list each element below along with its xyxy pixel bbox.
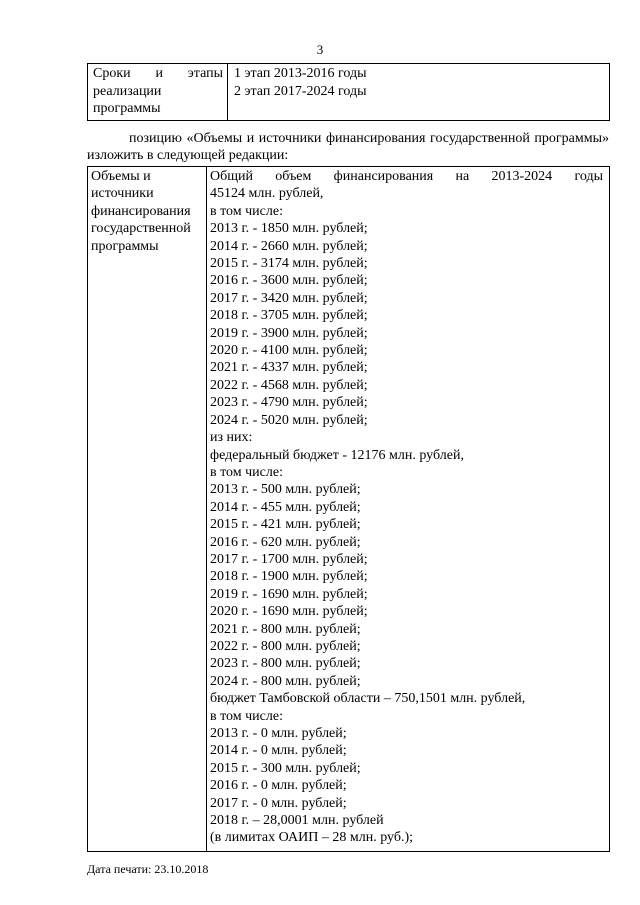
funding-line: в том числе: — [210, 464, 283, 480]
funding-line: 2024 г. - 5020 млн. рублей; — [210, 412, 368, 428]
stages-value-cell — [228, 64, 610, 121]
funding-line: 2014 г. - 455 млн. рублей; — [210, 499, 361, 515]
stages-row — [88, 64, 610, 121]
funding-line: 2018 г. – 28,0001 млн. рублей — [210, 813, 384, 829]
funding-value-cell — [207, 167, 610, 852]
funding-line: 2014 г. - 0 млн. рублей; — [210, 743, 347, 759]
funding-line: 2020 г. - 4100 млн. рублей; — [210, 343, 368, 359]
funding-line: 2022 г. - 800 млн. рублей; — [210, 638, 361, 654]
funding-line: 2015 г. - 421 млн. рублей; — [210, 517, 361, 533]
funding-label: Объемы и источники финансирования государственной программы — [91, 169, 191, 254]
funding-line: 2013 г. - 500 млн. рублей; — [210, 482, 361, 498]
print-date-footer: Дата печати: 23.10.2018 — [87, 862, 209, 876]
stages-table — [87, 63, 610, 121]
funding-line: 2024 г. - 800 млн. рублей; — [210, 673, 361, 689]
funding-line: 2017 г. - 0 млн. рублей; — [210, 795, 347, 811]
funding-line: 2019 г. - 1690 млн. рублей; — [210, 586, 368, 602]
funding-line: 2023 г. - 4790 млн. рублей; — [210, 395, 368, 411]
funding-line: в том числе: — [210, 203, 283, 219]
funding-line: 2016 г. - 620 млн. рублей; — [210, 534, 361, 550]
stages-label: Сроки и этапы реализации программы — [93, 66, 223, 116]
funding-line: 2019 г. - 3900 млн. рублей; — [210, 325, 368, 341]
funding-line: 2015 г. - 3174 млн. рублей; — [210, 256, 368, 272]
funding-line: 2017 г. - 1700 млн. рублей; — [210, 551, 368, 567]
funding-line: 2016 г. - 0 млн. рублей; — [210, 778, 347, 794]
funding-line: 2022 г. - 4568 млн. рублей; — [210, 377, 368, 393]
intro-paragraph: позицию «Объемы и источники финансирования государственной программы» изложить в следующей редакции: — [87, 131, 609, 163]
funding-line: федеральный бюджет - 12176 млн. рублей, — [210, 447, 464, 463]
funding-line: 2021 г. - 4337 млн. рублей; — [210, 360, 368, 376]
funding-line: 2014 г. - 2660 млн. рублей; — [210, 238, 368, 254]
funding-label-cell — [88, 167, 207, 852]
funding-line: 2013 г. - 0 млн. рублей; — [210, 726, 347, 741]
stages-label-cell — [88, 64, 228, 121]
funding-row — [88, 167, 610, 852]
funding-line: (в лимитах ОАИП – 28 млн. руб.); — [210, 830, 413, 846]
stage-2: 2 этап 2017-2024 годы — [234, 83, 367, 99]
funding-line: 2015 г. - 300 млн. рублей; — [210, 760, 361, 776]
stage-1: 1 этап 2013-2016 годы — [234, 66, 367, 81]
funding-line: в том числе: — [210, 708, 283, 724]
funding-line: 2017 г. - 3420 млн. рублей; — [210, 290, 368, 306]
funding-line: 2021 г. - 800 млн. рублей; — [210, 621, 361, 637]
funding-line: 2018 г. - 3705 млн. рублей; — [210, 308, 368, 324]
funding-line: Общий объем финансирования на 2013-2024 годы — [210, 169, 603, 184]
funding-table — [87, 166, 610, 852]
funding-line: 45124 млн. рублей, — [210, 186, 324, 202]
funding-line: бюджет Тамбовской области – 750,1501 млн. рублей, — [210, 691, 526, 707]
funding-line: из них: — [210, 430, 253, 446]
funding-line: 2013 г. - 1850 млн. рублей; — [210, 221, 368, 237]
page-number: 3 — [316, 42, 324, 57]
funding-line: 2018 г. - 1900 млн. рублей; — [210, 569, 368, 585]
funding-line: 2020 г. - 1690 млн. рублей; — [210, 604, 368, 620]
funding-line: 2016 г. - 3600 млн. рублей; — [210, 273, 368, 289]
funding-line: 2023 г. - 800 млн. рублей; — [210, 656, 361, 672]
